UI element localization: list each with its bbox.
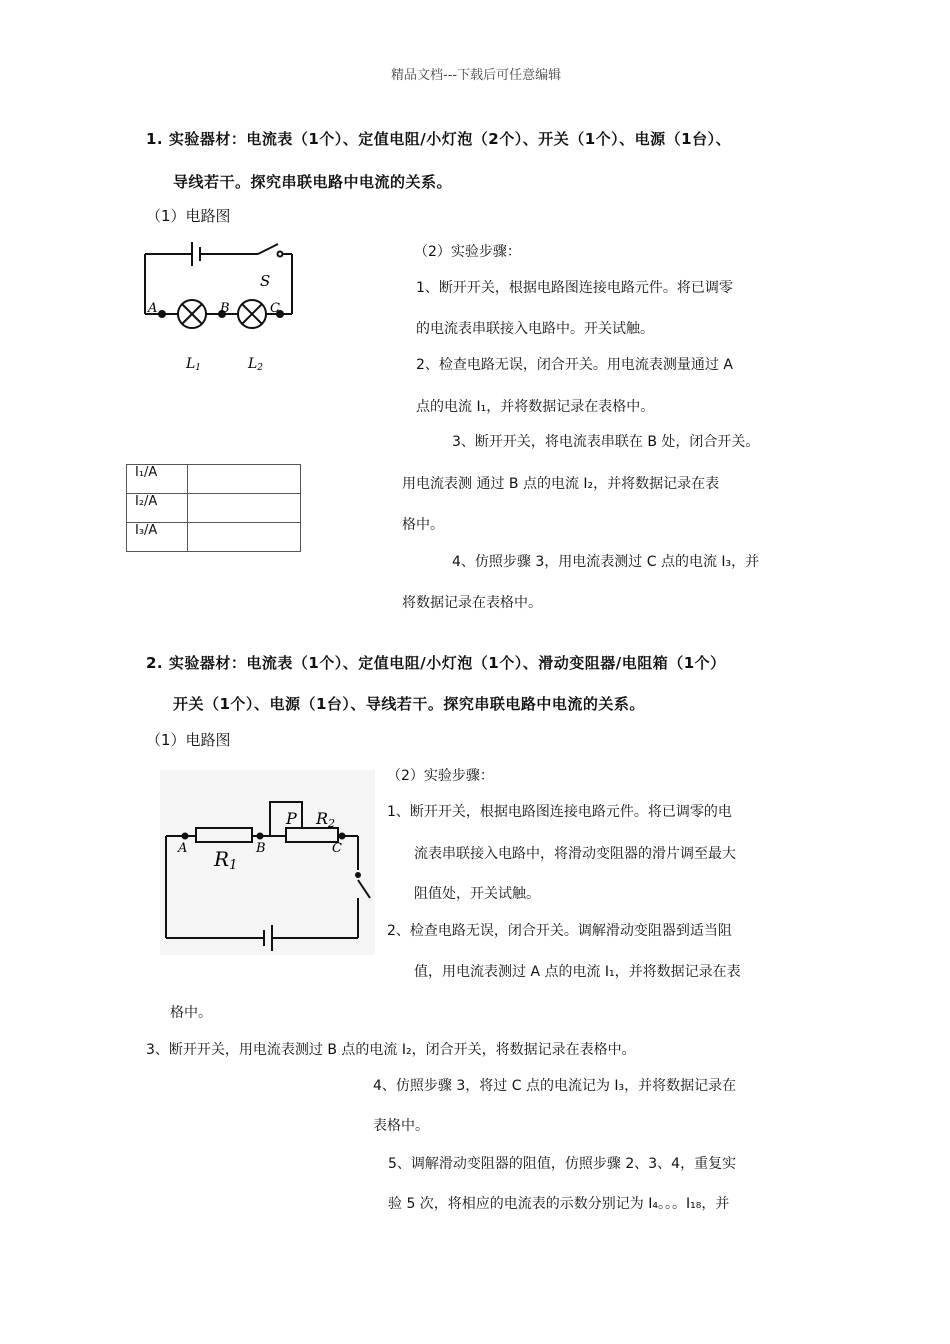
- switch-blade: [258, 244, 278, 254]
- section2-step3: 3、断开开关，用电流表测过 B 点的电流 I₂，闭合开关，将数据记录在表格中。: [146, 1042, 636, 1058]
- section2-steps-label: （2）实验步骤：: [387, 768, 494, 784]
- section2-title-line2: 开关（1个）、电源（1台）、导线若干。探究串联电路中电流的关系。: [173, 695, 645, 713]
- section1-step4-line2: 将数据记录在表格中。: [402, 595, 542, 611]
- section2-step1-line1: 1、断开开关，根据电路图连接电路元件。将已调零的电: [387, 804, 732, 820]
- section1-step3-line3: 格中。: [402, 517, 444, 533]
- lamp1-label: L1: [186, 356, 202, 373]
- lamp2-label: L2: [248, 356, 264, 373]
- table-cell-label: I₃/A: [127, 523, 188, 552]
- node-c-label: C: [270, 301, 280, 316]
- section2-title-line1: 2. 实验器材：电流表（1个）、定值电阻/小灯泡（1个）、滑动变阻器/电阻箱（1个）: [146, 654, 726, 672]
- section2-step2-line3: 格中。: [170, 1005, 212, 1021]
- node-a-label: A: [148, 301, 158, 316]
- section1-step3-line2: 用电流表测 通过 B 点的电流 I₂，并将数据记录在表: [402, 476, 720, 492]
- table-row: [127, 523, 301, 552]
- node-a-label: A: [178, 841, 188, 856]
- section1-step3-line1: 3、断开开关，将电流表串联在 B 处，闭合开关。: [452, 434, 760, 450]
- section2-step4-line1: 4、仿照步骤 3，将过 C 点的电流记为 I₃，并将数据记录在: [373, 1078, 737, 1094]
- section2-step5-line1: 5、调解滑动变阻器的阻值，仿照步骤 2、3、4，重复实: [388, 1156, 737, 1172]
- section1-title-line1: 1. 实验器材：电流表（1个）、定值电阻/小灯泡（2个）、开关（1个）、电源（1台）、: [146, 130, 732, 148]
- section2-step1-line3: 阻值处，开关试触。: [414, 886, 540, 902]
- section1-step1-line2: 的电流表串联接入电路中。开关试触。: [416, 321, 654, 337]
- page-header: 精品文档---下载后可任意编辑: [391, 68, 562, 83]
- table-row: [127, 494, 301, 523]
- r2-label: R2: [316, 809, 336, 830]
- section1-steps-label: （2）实验步骤：: [414, 244, 521, 260]
- section1-step2-line1: 2、检查电路无误，闭合开关。用电流表测量通过 A: [416, 357, 733, 373]
- node-b-label: B: [220, 301, 230, 316]
- slider-p-label: P: [286, 809, 297, 828]
- section1-step4-line1: 4、仿照步骤 3，用电流表测过 C 点的电流 I₃，并: [452, 554, 760, 570]
- current-record-table: [126, 464, 301, 552]
- table-cell-label: I₁/A: [127, 465, 188, 494]
- section1-step2-line2: 点的电流 I₁，并将数据记录在表格中。: [416, 399, 655, 415]
- section2-step2-line1: 2、检查电路无误，闭合开关。调解滑动变阻器到适当阻: [387, 923, 732, 939]
- node-b-label: B: [256, 841, 266, 856]
- rheostat-circuit-diagram: [160, 770, 375, 955]
- section1-circuit-label: （1）电路图: [146, 207, 231, 225]
- table-cell-label: I₂/A: [127, 494, 188, 523]
- table-cell-value: [188, 523, 301, 552]
- section2-step1-line2: 流表串联接入电路中，将滑动变阻器的滑片调至最大: [414, 846, 736, 862]
- table-cell-value: [188, 465, 301, 494]
- table-cell-value: [188, 494, 301, 523]
- section2-step2-line2: 值，用电流表测过 A 点的电流 I₁，并将数据记录在表: [414, 964, 741, 980]
- series-lamp-circuit-diagram: [130, 232, 310, 382]
- section1-title-line2: 导线若干。探究串联电路中电流的关系。: [173, 173, 453, 191]
- r1-label: R1: [214, 847, 238, 873]
- switch-label: S: [260, 272, 271, 290]
- table-row: [127, 465, 301, 494]
- node-a-dot: [158, 310, 166, 318]
- section2-circuit-label: （1）电路图: [146, 731, 231, 749]
- section2-step5-line2: 验 5 次，将相应的电流表的示数分别记为 I₄。。。I₁₈，并: [388, 1196, 730, 1212]
- node-c-label: C: [332, 841, 342, 856]
- section2-step4-line2: 表格中。: [373, 1118, 429, 1134]
- section1-step1-line1: 1、断开开关，根据电路图连接电路元件。将已调零: [416, 280, 733, 296]
